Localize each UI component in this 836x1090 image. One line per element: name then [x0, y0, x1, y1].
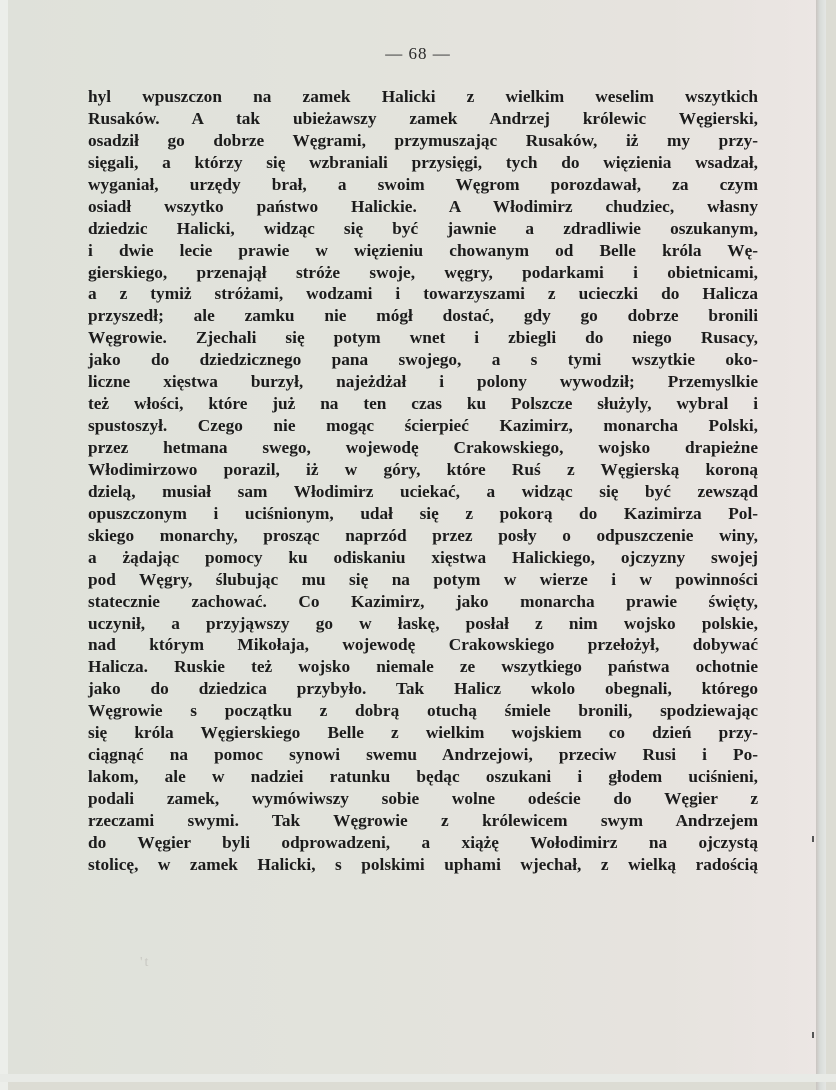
text-line: dziedzic Halicki, widząc się być jawnie a zdradliwie oszukanym,: [88, 218, 758, 238]
text-line: do Węgier byli odprowadzeni, a xiążę Wołodimirz na ojczystą: [88, 832, 758, 852]
text-line: osadził go dobrze Węgrami, przymuszając Rusaków, iż my przy-: [88, 130, 758, 150]
text-line: liczne xięstwa burzył, najeżdżał i polony wywodził; Przemyslkie: [88, 372, 758, 392]
text-line: Halicza. Ruskie też wojsko niemale ze wszytkiego państwa ochotnie: [88, 657, 758, 677]
text-line: wyganiał, urzędy brał, a swoim Węgrom porozdawał, za czym: [88, 174, 758, 194]
page-bottom-edge: [0, 1074, 836, 1082]
text-line: opuszczonym i uciśnionym, udał się z pokorą do Kazimirza Pol-: [88, 503, 758, 523]
page-left-margin-edge: [0, 0, 8, 1090]
text-line: przez hetmana swego, wojewodę Crakowskiego, wojsko drapieżne: [88, 438, 758, 457]
text-line: a żądając pomocy ku odiskaniu xięstwa Halickiego, ojczyzny swojej: [88, 547, 758, 567]
text-line: Włodimirzowo porazil, iż w góry, które Ruś z Węgierską koroną: [88, 459, 758, 479]
text-line: nad którym Mikołaja, wojewodę Crakowskiego przełożył, dobywać: [88, 635, 758, 655]
text-line: gierskiego, przenajął stróże swoje, węgry, podarkami i obietnicami,: [88, 262, 758, 282]
body-paragraph: [88, 86, 758, 876]
text-line: pod Węgry, ślubując mu się na potym w wierze i w powinności: [88, 569, 758, 589]
text-line: ciągnąć na pomoc synowi swemu Andrzejowi, przeciw Rusi i Po-: [88, 745, 758, 765]
text-line: uczynił, a przyjąwszy go w łaskę, posłał z nim wojsko polskie,: [88, 613, 758, 633]
text-line: jako do dziedzica przybyło. Tak Halicz wkolo obegnali, którego: [88, 679, 758, 699]
text-line: Węgrowie. Zjechali się potym wnet i zbiegli do niego Rusacy,: [88, 328, 758, 348]
page-right-binding-edge: [816, 0, 826, 1090]
text-line: też włości, które już na ten czas ku Polszcze służyly, wybral i: [88, 394, 758, 414]
text-line: spustoszył. Czego nie mogąc ścierpieć Kazimirz, monarcha Polski,: [88, 416, 758, 436]
text-line: hyl wpuszczon na zamek Halicki z wielkim weselim wszytkich: [88, 87, 758, 106]
text-line: lakom, ale w nadziei ratunku będąc oszukani i głodem uciśnieni,: [88, 767, 758, 787]
text-line: sięgali, a którzy się wzbraniali przysięgi, tych do więzienia wsadzał,: [88, 152, 758, 172]
text-line: podali zamek, wymówiwszy sobie wolne odeście do Węgier z: [88, 789, 758, 808]
text-line: a z tymiż stróżami, wodzami i towarzyszami z ucieczki do Halicza: [88, 284, 758, 304]
text-line: jako do dziedzicznego pana swojego, a s tymi wszytkie oko-: [88, 350, 758, 370]
text-line: statecznie zachować. Co Kazimirz, jako monarcha prawie święty,: [88, 591, 758, 611]
page-number: — 68 —: [385, 44, 451, 63]
bleed-through-mark: 't: [140, 955, 151, 970]
text-line: dzielą, musiał sam Włodimirz uciekać, a widząc się być zewsząd: [88, 481, 758, 501]
text-line: skiego monarchy, prosząc naprzód przez posły o odpuszczenie winy,: [88, 525, 758, 545]
text-line: Węgrowie s początku z dobrą otuchą śmiele bronili, spodziewając: [88, 701, 758, 721]
text-line: przyszedł; ale zamku nie mógł dostać, gdy go dobrze bronili: [88, 306, 758, 326]
text-line: Rusaków. A tak ubieżawszy zamek Andrzej królewic Węgierski,: [88, 108, 758, 128]
text-line: rzeczami swymi. Tak Węgrowie z królewicem swym Andrzejem: [88, 810, 758, 830]
scan-speck: [812, 836, 814, 842]
text-line: się króla Węgierskiego Belle z wielkim wojskiem co dzień przy-: [88, 723, 758, 743]
text-line: osiadł wszytko państwo Halickie. A Włodimirz chudziec, własny: [88, 196, 758, 216]
scan-speck: [812, 1032, 814, 1038]
text-line: i dwie lecie prawie w więzieniu chowanym od Belle króla Wę-: [88, 240, 758, 260]
text-line: stolicę, w zamek Halicki, s polskimi uphami wjechał, z wielką radością: [88, 854, 758, 874]
